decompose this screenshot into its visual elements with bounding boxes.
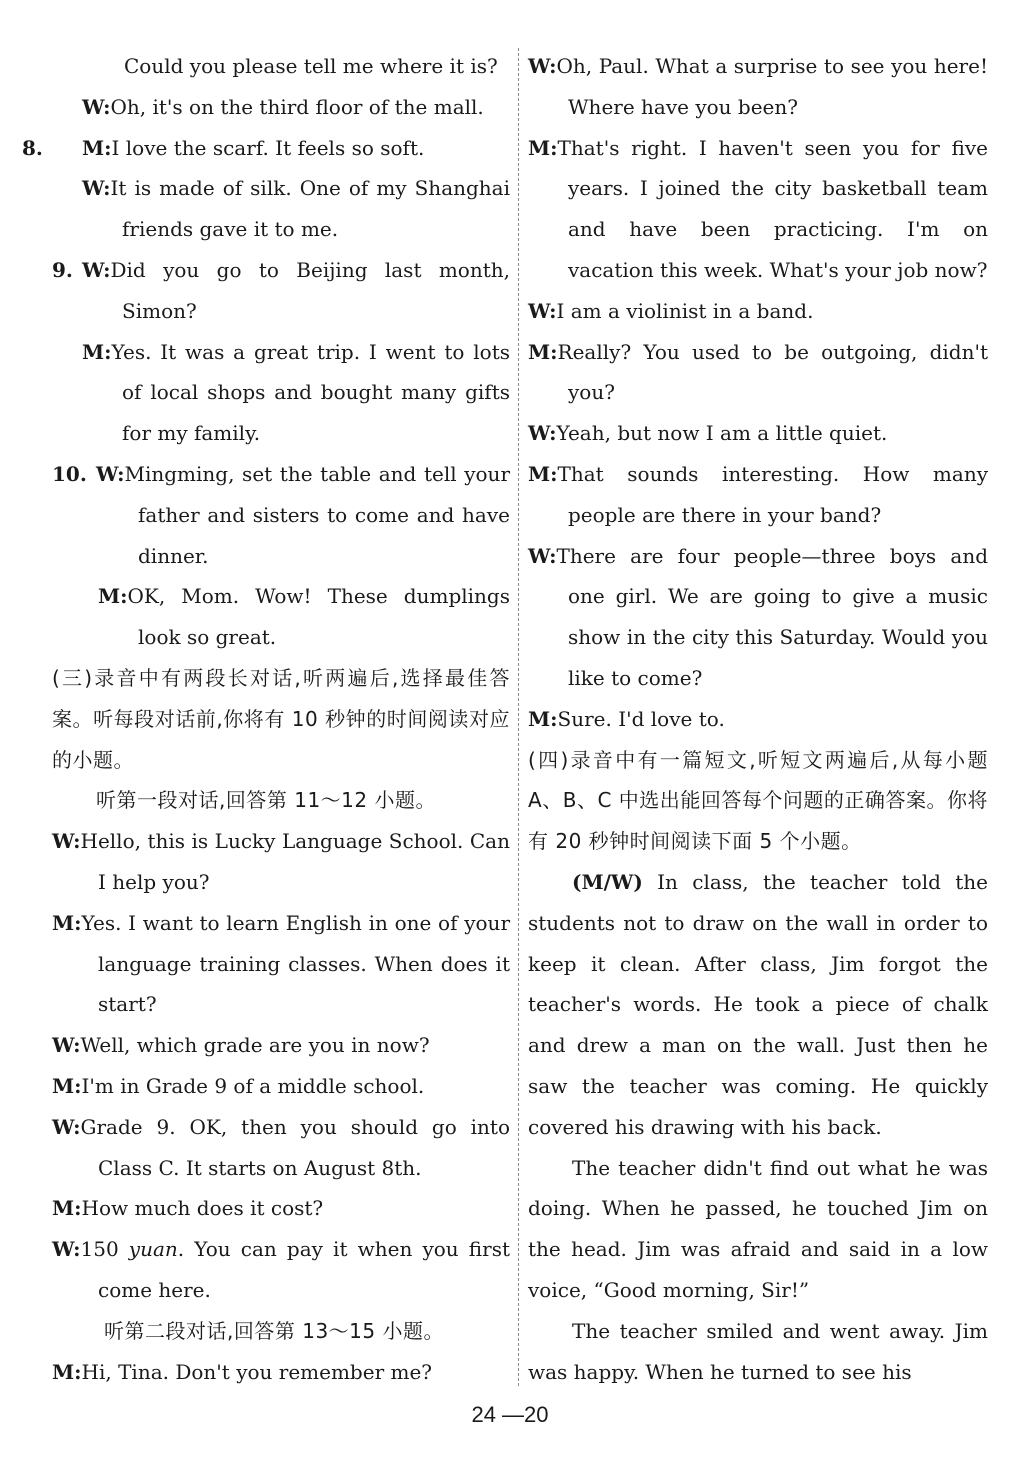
dialogue-line: M:That sounds interesting. How many people are there in your band? — [528, 461, 988, 527]
question-9-line-w: 9. W:Did you go to Beijing last month, Simon? — [52, 257, 510, 323]
section-4-instructions: (四)录音中有一篇短文,听短文两遍后,从每小题 A、B、C 中选出能回答每个问题的正确答案。你将有 20 秒钟时间阅读下面 5 个小题。 — [528, 747, 988, 854]
dialogue-line: M:How much does it cost? — [52, 1196, 324, 1221]
question-8-line-m: 8. M:I love the scarf. It feels so soft. — [22, 135, 425, 160]
dialogue-line: M:That's right. I haven't seen you for five years. I joined the city basketball team and have been practicing. I'm on vacation this week. What's your job now? — [528, 135, 988, 282]
dialogue-line: M:Sure. I'd love to. — [528, 706, 725, 731]
passage-paragraph: The teacher didn't find out what he was doing. When he passed, he touched Jim on the head. Jim was afraid and said in a low voice, “Good morning, Sir!” — [528, 1155, 988, 1302]
right-column — [528, 46, 988, 1392]
dialogue-line: Could you please tell me where it is? — [124, 54, 498, 78]
dialogue-line: W:Well, which grade are you in now? — [52, 1033, 430, 1058]
dialogue-2 — [528, 46, 988, 740]
dialogue-line: M:Hi, Tina. Don't you remember me? — [52, 1359, 433, 1384]
dialogue-1 — [52, 821, 510, 1311]
question-10-line-w: 10. W:Mingming, set the table and tell your father and sisters to come and have dinner. — [52, 461, 510, 568]
column-divider — [518, 48, 519, 1386]
left-column — [22, 46, 510, 1392]
dialogue-line: W:There are four people—three boys and one girl. We are going to give a music show in the city this Saturday. Would you like to come? — [528, 543, 988, 690]
question-8-line-w: W:It is made of silk. One of my Shanghai friends gave it to me. — [82, 176, 510, 242]
question-10-line-m: M:OK, Mom. Wow! These dumplings look so great. — [98, 584, 510, 650]
dialogue-line: W:Yeah, but now I am a little quiet. — [528, 421, 888, 446]
question-9-line-m: M:Yes. It was a great trip. I went to lots of local shops and bought many gifts for my family. — [82, 339, 510, 446]
passage-paragraph: (M/W) In class, the teacher told the students not to draw on the wall in order to keep it clean. After class, Jim forgot the teacher's words. He took a piece of chalk and drew a man on the wall. Just then he saw the teacher was coming. He quickly covered his drawing with his back. — [528, 869, 988, 1139]
passage-paragraph: The teacher smiled and went away. Jim was happy. When he turned to see his — [528, 1318, 988, 1384]
dialogue-line: M:I'm in Grade 9 of a middle school. — [52, 1073, 425, 1098]
dialogue-2-intro: 听第二段对话,回答第 13～15 小题。 — [104, 1318, 444, 1343]
dialogue-line: W:Grade 9. OK, then you should go into Class C. It starts on August 8th. — [52, 1114, 510, 1180]
dialogue-line: M:Yes. I want to learn English in one of your language training classes. When does it start? — [52, 910, 510, 1017]
dialogue-1-intro: 听第一段对话,回答第 11～12 小题。 — [96, 788, 436, 813]
dialogue-line: W:Hello, this is Lucky Language School. Can I help you? — [52, 829, 510, 894]
dialogue-line: M:Really? You used to be outgoing, didn't you? — [528, 339, 988, 405]
dialogue-line: W:I am a violinist in a band. — [528, 298, 814, 323]
dialogue-line: W:150 yuan. You can pay it when you first come here. — [52, 1237, 510, 1302]
page-number: 24 —20 — [471, 1402, 549, 1427]
dialogue-line: W:Oh, Paul. What a surprise to see you here! Where have you been? — [528, 54, 988, 119]
dialogue-line: W:Oh, it's on the third floor of the mall. — [82, 94, 484, 119]
section-3-instructions: (三)录音中有两段长对话,听两遍后,选择最佳答案。听每段对话前,你将有 10 秒钟的时间阅读对应的小题。 — [52, 665, 510, 772]
